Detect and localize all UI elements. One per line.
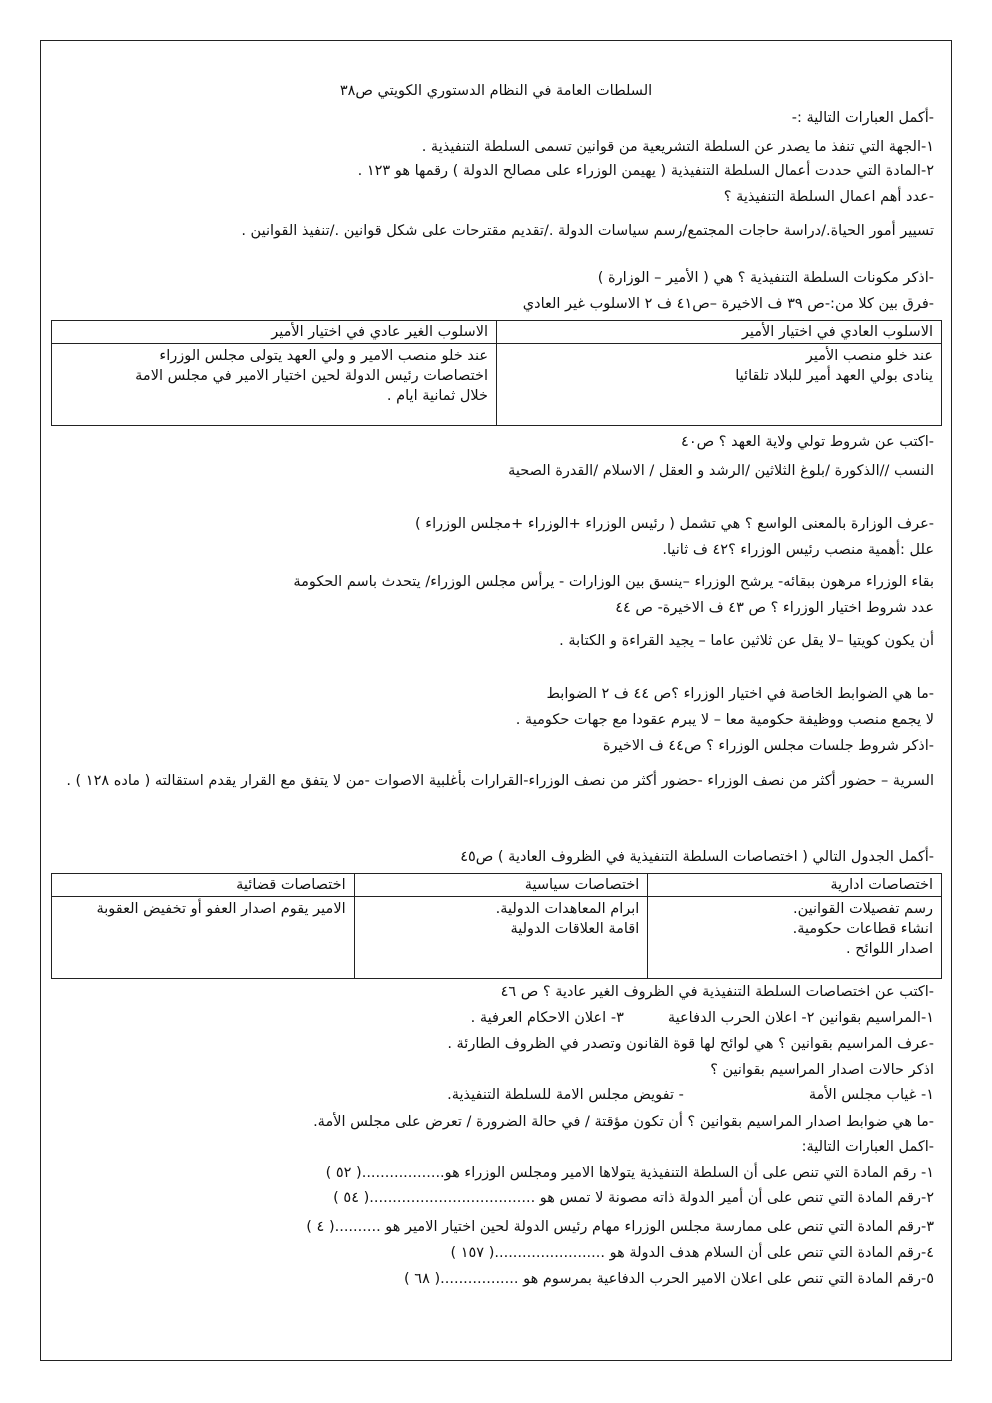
answer-minister-conditions: أن يكون كويتيا –لا يقل عن ثلاثين عاما – يجيد القراءة و الكتابة .	[559, 633, 934, 649]
answer-executive-works: تسيير أمور الحياة./دراسة حاجات المجتمع/رسم سياسات الدولة ./تقديم مقترحات على شكل قوانين ./تنفيذ القوانين .	[241, 223, 934, 239]
question-table: -أكمل الجدول التالي ( اختصاصات السلطة التنفيذية في الظروف العادية ) ص٤٥	[460, 849, 934, 865]
answer-abnormal	[471, 1008, 934, 1028]
question-decree-cases: اذكر حالات اصدار المراسيم بقوانين ؟	[710, 1062, 934, 1078]
answer-abnormal-part1: ١-المراسيم بقوانين ٢- اعلان الحرب الدفاعية	[667, 1010, 934, 1026]
instruction-complete: -أكمل العبارات التالية :-	[791, 110, 934, 126]
question-decrees: -عرف المراسيم بقوانين ؟ هي لوائح لها قوة القانون وتصدر في الظروف الطارئة .	[447, 1036, 934, 1052]
instruction-complete-2: -اكمل العبارات التالية:	[801, 1139, 934, 1155]
table2-header-political: اختصاصات سياسية	[354, 874, 648, 897]
question-abnormal: -اكتب عن اختصاصات السلطة التنفيذية في الظروف الغير عادية ؟ ص ٤٦	[500, 984, 934, 1000]
question-ministry: -عرف الوزارة بالمعنى الواسع ؟ هي تشمل ( رئيس الوزراء +الوزراء +مجلس الوزراء )	[415, 516, 934, 532]
table1-cell-abnormal	[52, 344, 497, 426]
table1-cell-normal	[497, 344, 942, 426]
cell-line: الامير يقوم اصدار العفو أو تخفيض العقوبة	[96, 901, 346, 917]
question-executive-works: -عدد أهم اعمال السلطة التنفيذية ؟	[723, 189, 934, 205]
cell-line: ينادى بولي العهد أمير للبلاد تلقائيا	[735, 368, 933, 384]
table2-header-administrative: اختصاصات ادارية	[648, 874, 942, 897]
answer-decree-case2: - تفويض مجلس الامة للسلطة التنفيذية.	[447, 1087, 684, 1103]
cell-line: انشاء قطاعات حكومية.	[792, 921, 933, 937]
emir-selection-table	[51, 320, 942, 426]
question-controls: -ما هي الضوابط الخاصة في اختيار الوزراء ؟ص ٤٤ ف ٢ الضوابط	[546, 686, 934, 702]
table1-header-normal: الاسلوب العادي في اختيار الأمير	[497, 321, 942, 344]
question-prime-minister: علل :أهمية منصب رئيس الوزراء ؟٤٢ ف ثانيا.	[662, 542, 934, 558]
fill-blank-2: ٢-رقم المادة التي تنص على أن أمير الدولة ذاته مصونة لا تمس هو ....................................( ٥٤ )	[333, 1190, 934, 1206]
answer-sessions: السرية – حضور أكثر من نصف الوزراء -حضور أكثر من نصف الوزراء-القرارات بأغلبية الاصوات -من لا يتفق مع القرار يقدم استقالته ( ماده ١٢٨ ) .	[66, 773, 934, 789]
statement-1: ١-الجهة التي تنفذ ما يصدر عن السلطة التشريعية من قوانين تسمى السلطة التنفيذية .	[421, 139, 934, 155]
answer-prime-minister: بقاء الوزراء مرهون ببقائه- يرشح الوزراء –ينسق بين الوزارات - يرأس مجلس الوزراء/ يتحدث باسم الحكومة	[293, 574, 934, 590]
statement-2: ٢-المادة التي حددت أعمال السلطة التنفيذية ( يهيمن الوزراء على مصالح الدولة ) رقمها هو ١٢٣ .	[357, 163, 934, 179]
fill-blank-4: ٤-رقم المادة التي تنص على أن السلام هدف الدولة هو ........................( ١٥٧ )	[450, 1245, 934, 1261]
question-sessions: -اذكر شروط جلسات مجلس الوزراء ؟ ص٤٤ ف الاخيرة	[602, 738, 934, 754]
cell-line: عند خلو منصب الأمير	[805, 348, 933, 364]
cell-line: ابرام المعاهدات الدولية.	[495, 901, 640, 917]
powers-table	[51, 873, 942, 979]
table2-cell-judicial	[52, 897, 355, 979]
cell-line: اختصاصات رئيس الدولة لحين اختيار الامير في مجلس الامة	[135, 368, 488, 384]
table2-cell-political	[354, 897, 648, 979]
answer-decree-cases	[447, 1085, 934, 1105]
table2-cell-administrative	[648, 897, 942, 979]
page-title: السلطات العامة في النظام الدستوري الكويتي ص٣٨	[339, 83, 653, 99]
table2-header-judicial: اختصاصات قضائية	[52, 874, 355, 897]
cell-line: رسم تفصيلات القوانين.	[792, 901, 933, 917]
cell-line: اصدار اللوائح .	[846, 941, 933, 957]
question-decree-controls: -ما هي ضوابط اصدار المراسيم بقوانين ؟ أن تكون مؤقتة / في حالة الضرورة / تعرض على مجلس الأمة.	[313, 1114, 934, 1130]
question-crown-prince: -اكتب عن شروط تولي ولاية العهد ؟ ص٤٠	[681, 434, 934, 450]
cell-line: اقامة العلاقات الدولية	[510, 921, 640, 937]
fill-blank-1: ١- رقم المادة التي تنص على أن السلطة التنفيذية يتولاها الامير ومجلس الوزراء هو..................( ٥٢ )	[325, 1165, 934, 1181]
answer-controls: لا يجمع منصب ووظيفة حكومية معا – لا يبرم عقودا مع جهات حكومية .	[515, 712, 934, 728]
table1-header-abnormal: الاسلوب الغير عادي في اختيار الأمير	[52, 321, 497, 344]
answer-decree-case1: ١- غياب مجلس الأمة	[808, 1087, 934, 1103]
question-components: -اذكر مكونات السلطة التنفيذية ؟ هي ( الأمير – الوزارة )	[597, 270, 934, 286]
answer-abnormal-part2: ٣- اعلان الاحكام العرفية .	[470, 1010, 624, 1026]
fill-blank-5: ٥-رقم المادة التي تنص على اعلان الامير الحرب الدفاعية بمرسوم هو .................( ٦٨ )	[404, 1271, 934, 1287]
question-minister-conditions: عدد شروط اختيار الوزراء ؟ ص ٤٣ ف الاخيرة- ص ٤٤	[615, 600, 934, 616]
answer-crown-prince: النسب //الذكورة /بلوغ الثلاثين /الرشد و العقل / الاسلام /القدرة الصحية	[508, 463, 934, 479]
question-differentiate: -فرق بين كلا من:-ص ٣٩ ف الاخيرة –ص٤١ ف ٢ الاسلوب غير العادي	[522, 296, 934, 312]
fill-blank-3: ٣-رقم المادة التي تنص على ممارسة مجلس الوزراء مهام رئيس الدولة لحين اختيار الامير هو ..........( ٤ )	[306, 1219, 934, 1235]
cell-line: عند خلو منصب الامير و ولي العهد يتولى مجلس الوزراء	[159, 348, 488, 364]
cell-line: خلال ثمانية ايام .	[386, 388, 488, 404]
